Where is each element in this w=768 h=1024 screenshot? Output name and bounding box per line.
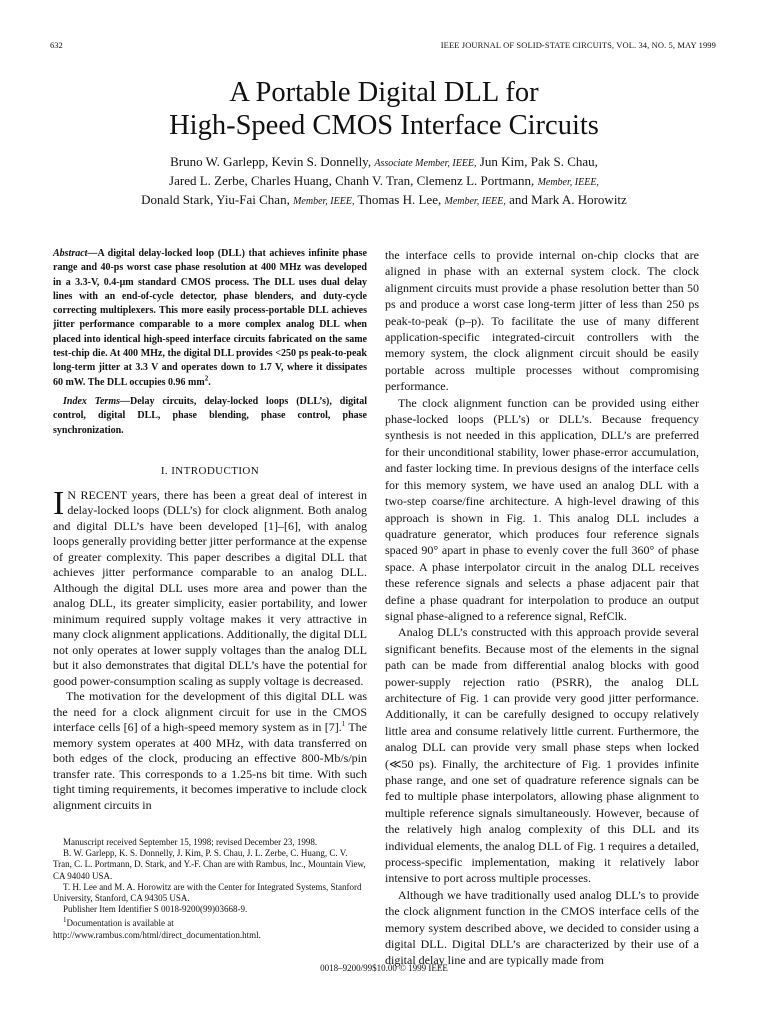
intro-paragraph-2: [53, 689, 367, 813]
footnote-number: 1: [63, 916, 67, 925]
intro-paragraph-1: [53, 484, 367, 690]
running-head: IEEE JOURNAL OF SOLID-STATE CIRCUITS, VOL. 34, NO. 5, MAY 1999: [440, 40, 716, 50]
page-number: 632: [50, 40, 63, 50]
paragraph-text: N RECENT years, there has been a great deal of interest in delay-locked loops (DLL’s) for clock alignment. Both analog and digital DLL’s have been developed [1]–[6], with analog loops generally providing better jitter performance at the expense of greater complexity. This paper describes a digital DLL that achieves jitter performance comparable to an analog DLL. Although the digital DLL uses more area and power than the analog DLL, its greater simplicity, easier portability, and lower minimum required supply voltage makes it very attractive in many clock alignment applications. Additionally, the digital DLL not only operates at lower supply voltages than the analog DLL but it also demonstrates that digital DLL’s have the potential for good power-consumption scaling as supply voltage is decreased.: [53, 487, 367, 688]
footnote-text: Documentation is available at http://www.rambus.com/html/direct_documentation.html.: [53, 918, 261, 940]
footnote-pii: Publisher Item Identifier S 0018-9200(99)03668-9.: [63, 904, 248, 915]
author-affiliation: Member, IEEE,: [293, 196, 355, 207]
copyright-code: 0018–9200/99$10.00 © 1999 IEEE: [320, 963, 448, 973]
title-line-1: A Portable Digital DLL for: [229, 77, 539, 108]
section-heading-introduction: I. INTRODUCTION: [160, 464, 260, 477]
footnote-received: Manuscript received September 15, 1998; revised December 23, 1998.: [63, 837, 318, 847]
author-affiliation: Associate Member, IEEE,: [374, 158, 477, 169]
index-terms-text: Delay circuits, delay-locked loops (DLL’s), digital control, digital DLL, phase blending, phase control, phase synchronization.: [53, 395, 367, 436]
abstract-text: A digital delay-locked loop (DLL) that achieves infinite phase range and 40-ps worst case phase resolution at 400 MHz was developed in a 3.3-V, 0.4-μm standard CMOS process. The DLL uses dual delay lines with an end-of-cycle detector, phase blenders, and duty-cycle correcting multiplexers. This more easily process-portable DLL achieves jitter performance comparable to a more complex analog DLL when placed into identical high-speed interface circuits fabricated on the same test-chip die. At 400 MHz, the digital DLL provides <250 ps peak-to-peak long-term jitter at 3.3 V and operates down to 1.7 V, where it dissipates 60 mW. The DLL occupies 0.96 mm: [53, 248, 367, 388]
footnote-rambus: B. W. Garlepp, K. S. Donnelly, J. Kim, P. S. Chau, J. L. Zerbe, C. Huang, C. V. Tran, C. L. Portmann, D. Stark, and Y.-F. Chan are with Rambus, Inc., Mountain View, CA 94040 USA.: [53, 848, 366, 881]
right-paragraph-1: the interface cells to provide internal on-chip clocks that are aligned in phase with an external system clock. The clock alignment circuits must provide a phase resolution better than 50 ps and produce a worst case long-term jitter of less than 250 ps peak-to-peak (p–p). To facilitate the use of many different application-specific integrated-circuit controllers with the memory system, the clock alignment circuit should be easily portable across multiple processes without compromising performance.: [385, 248, 699, 394]
footnotes: [53, 837, 367, 941]
abstract: [53, 247, 367, 390]
author-names: Donald Stark, Yiu-Fai Chan,: [141, 192, 290, 207]
right-paragraph-4: Although we have traditionally used analog DLL’s to provide the clock alignment function in the CMOS interface cells of the memory system described above, we decided to consider using a digital DLL. Digital DLL’s are characterized by their use of a digital delay line and are typically made from: [385, 887, 699, 968]
author-names: Jared L. Zerbe, Charles Huang, Chanh V. Tran, Clemenz L. Portmann,: [169, 173, 535, 188]
abstract-label: Abstract—: [53, 248, 98, 259]
author-affiliation: Member, IEEE,: [537, 177, 599, 188]
right-column: [385, 247, 699, 969]
author-line-1: [40, 153, 728, 172]
right-paragraph-3: Analog DLL’s constructed with this approach provide several significant benefits. Because most of the elements in the signal path can be made from differential analog blocks with good power-supply rejection ratio (PSRR), the analog DLL architecture of Fig. 1 can provide very good jitter performance. Additionally, it can be carefully designed to occupy relatively little area and consume relatively little current. Furthermore, the analog DLL can provide very small phase steps when locked (≪50 ps). Finally, the architecture of Fig. 1 provides infinite phase range, and one set of quadrature reference signals can be fed to multiple phase interpolators, allowing phase alignment to multiple reference signals simultaneously. However, because of the relatively high analog complexity of this DLL and its individual elements, the analog DLL of Fig. 1 requires a detailed, process-specific implementation, making it relatively labor intensive to port across multiple processes.: [385, 625, 699, 886]
author-names: Jun Kim, Pak S. Chau,: [479, 154, 598, 169]
left-column: [53, 247, 367, 813]
author-line-3: [40, 191, 728, 210]
drop-cap: I: [53, 484, 65, 522]
paper-title: [0, 76, 768, 142]
index-terms-label: Index Terms—: [63, 395, 130, 407]
footnote-stanford: T. H. Lee and M. A. Horowitz are with the Center for Integrated Systems, Stanford University, Stanford, CA 94305 USA.: [53, 881, 362, 904]
author-names: Bruno W. Garlepp, Kevin S. Donnelly,: [170, 154, 372, 169]
index-terms: [53, 395, 367, 438]
footnote-documentation: [53, 918, 367, 940]
author-list: [40, 153, 728, 210]
title-line-2: High-Speed CMOS Interface Circuits: [169, 110, 599, 141]
paragraph-text: The motivation for the development of this digital DLL was the need for a clock alignment circuit for use in the CMOS interface cells [6] of a high-speed memory system as in [7].: [53, 689, 367, 735]
author-affiliation: Member, IEEE,: [444, 196, 506, 207]
footnote-marker: 1: [341, 720, 346, 729]
author-names: Thomas H. Lee,: [357, 192, 442, 207]
author-names: and Mark A. Horowitz: [509, 192, 627, 207]
right-paragraph-2: The clock alignment function can be provided using either phase-locked loops (PLL’s) or DLL’s. Because frequency synthesis is not needed in this application, DLL’s are preferred for their unconditional stability, lower phase-error accumulation, and faster locking time. In previous designs of the interface cells for this memory system, we have used an analog DLL with a two-step coarse/fine architecture. A high-level drawing of this approach is shown in Fig. 1. This analog DLL includes a quadrature generator, which produces four reference signals spaced 90° apart in phase to evenly cover the full 360° of phase space. A phase interpolator circuit in the analog DLL receives these reference signals and selects a phase adjacent pair that define a phase quadrant for interpolation to produce an output signal phase-aligned to a reference signal, RefClk.: [385, 395, 699, 623]
abstract-end: .: [208, 376, 211, 388]
abstract-superscript: 2: [204, 374, 209, 383]
paragraph-text: The memory system operates at 400 MHz, with data transferred on both edges of the clock, producing an effective 800-Mb/s/pin transfer rate. This corresponds to a 1.25-ns bit time. With such tight timing requirements, it becomes imperative to include clock alignment circuits in: [53, 720, 367, 812]
author-line-2: [40, 172, 728, 191]
